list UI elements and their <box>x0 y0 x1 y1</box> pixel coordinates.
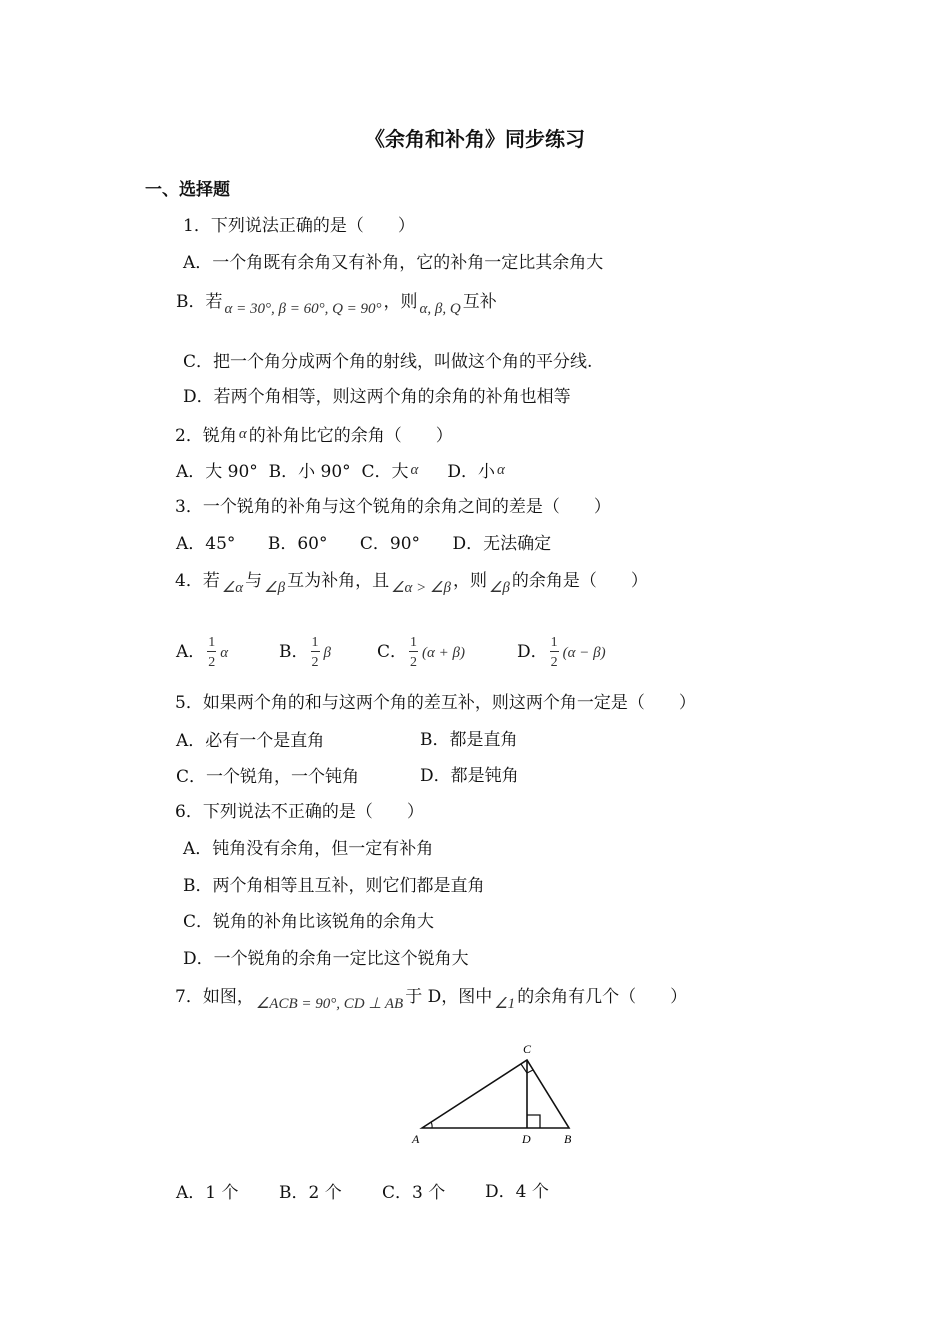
text: 7．如图， <box>175 987 254 1007</box>
right-angle-mark-d <box>527 1115 540 1128</box>
option-c <box>377 630 517 675</box>
triangle-abc <box>422 1060 569 1128</box>
option-d: D．若两个角相等，则这两个角的余角的补角也相等 <box>183 387 571 407</box>
option-a: A．45° <box>176 534 236 554</box>
numerator: 1 <box>550 635 558 651</box>
section-heading: 一、选择题 <box>145 180 230 200</box>
label-d: D <box>522 1132 531 1146</box>
text: 的补角比它的余角（ ） <box>248 426 453 446</box>
numerator: 1 <box>410 635 418 651</box>
option-c: C．一个锐角，一个钝角 <box>176 766 360 787</box>
text: C．大 <box>361 462 409 482</box>
math: ∠α > ∠β <box>391 580 451 596</box>
question-stem <box>175 986 687 1015</box>
label: A． <box>176 642 206 663</box>
text: 互为补角，且 <box>287 571 390 591</box>
options <box>176 1181 549 1204</box>
text: 的余角有几个（ ） <box>517 987 688 1007</box>
options <box>176 729 518 752</box>
text: D．小 <box>447 462 496 482</box>
question-stem <box>175 423 453 447</box>
text: 4．若 <box>175 571 220 591</box>
options <box>176 630 608 674</box>
option-d: D．无法确定 <box>452 534 552 554</box>
fraction <box>311 634 320 671</box>
option-c: C．把一个角分成两个角的射线，叫做这个角的平分线. <box>183 352 593 372</box>
option-c: C．锐角的补角比该锐角的余角大 <box>183 912 435 932</box>
option-a: A．大 90° <box>176 462 258 482</box>
math: α, β, Q <box>419 301 461 317</box>
math: (α − β) <box>562 644 606 661</box>
question-stem <box>175 570 648 599</box>
label-a: A <box>412 1132 420 1146</box>
option-a: A．一个角既有余角又有补角，它的补角一定比其余角大 <box>183 253 604 273</box>
option-a: A．钝角没有余角，但一定有补角 <box>183 839 434 859</box>
option-b <box>176 291 497 320</box>
text: 于 D，图中 <box>405 987 493 1007</box>
options <box>176 765 519 788</box>
math: α <box>220 644 229 661</box>
math: α <box>238 426 247 442</box>
text: ，则 <box>452 571 487 591</box>
question-stem: 5．如果两个角的和与这两个角的差互补，则这两个角一定是（ ） <box>175 693 696 713</box>
text: ，则 <box>383 292 418 312</box>
option-b: B．2 个 <box>279 1182 342 1203</box>
fraction <box>550 634 559 671</box>
label: B． <box>279 642 309 663</box>
denominator: 2 <box>550 655 558 671</box>
option-b: B．小 90° <box>268 462 351 482</box>
option-d: D．都是钝角 <box>420 766 519 786</box>
text: 2．锐角 <box>175 426 237 446</box>
option-d <box>517 630 608 675</box>
label: C． <box>377 642 408 663</box>
options <box>176 533 551 555</box>
math: ∠1 <box>494 996 516 1012</box>
math: α = 30°, β = 60°, Q = 90° <box>224 301 382 317</box>
text: 与 <box>245 571 263 591</box>
math: β <box>323 644 331 661</box>
question-stem: 6．下列说法不正确的是（ ） <box>175 802 424 822</box>
option-b <box>279 630 377 675</box>
option-b: B．都是直角 <box>420 730 518 750</box>
fraction <box>207 634 216 671</box>
angle-1-arc <box>431 1122 432 1128</box>
math: ∠β <box>264 580 286 596</box>
text: 的余角是（ ） <box>511 571 648 591</box>
denominator: 2 <box>208 655 216 671</box>
option-c: C．3 个 <box>382 1182 446 1203</box>
option-b: B．60° <box>267 534 328 554</box>
option-b: B．两个角相等且互补，则它们都是直角 <box>183 876 485 896</box>
fraction <box>409 634 418 671</box>
options <box>176 459 507 483</box>
numerator: 1 <box>311 635 319 651</box>
label-b: B <box>564 1132 572 1146</box>
triangle-figure <box>400 1035 590 1150</box>
question-stem: 1．下列说法正确的是（ ） <box>183 216 415 236</box>
text: 互补 <box>462 292 497 312</box>
option-a: A．必有一个是直角 <box>176 730 325 751</box>
option-d: D．一个锐角的余角一定比这个锐角大 <box>183 949 469 969</box>
math: α <box>410 462 419 478</box>
math: ∠β <box>488 580 510 596</box>
question-stem: 3．一个锐角的补角与这个锐角的余角之间的差是（ ） <box>175 497 611 517</box>
math: ∠ACB = 90°, CD ⊥ AB <box>255 996 404 1012</box>
denominator: 2 <box>311 655 319 671</box>
denominator: 2 <box>410 655 418 671</box>
option-c <box>361 462 420 482</box>
math: (α + β) <box>422 644 465 661</box>
option-a: A．1 个 <box>176 1182 239 1203</box>
label: D． <box>517 642 548 663</box>
numerator: 1 <box>208 635 216 651</box>
option-d: D．4 个 <box>485 1182 549 1202</box>
option-a <box>176 630 279 675</box>
text: B．若 <box>176 292 223 312</box>
math: α <box>497 462 505 478</box>
option-d <box>447 462 507 482</box>
math: ∠α <box>221 580 244 596</box>
label-c: C <box>523 1042 532 1056</box>
option-c: C．90° <box>359 534 421 554</box>
page-title: 《余角和补角》同步练习 <box>365 127 585 151</box>
